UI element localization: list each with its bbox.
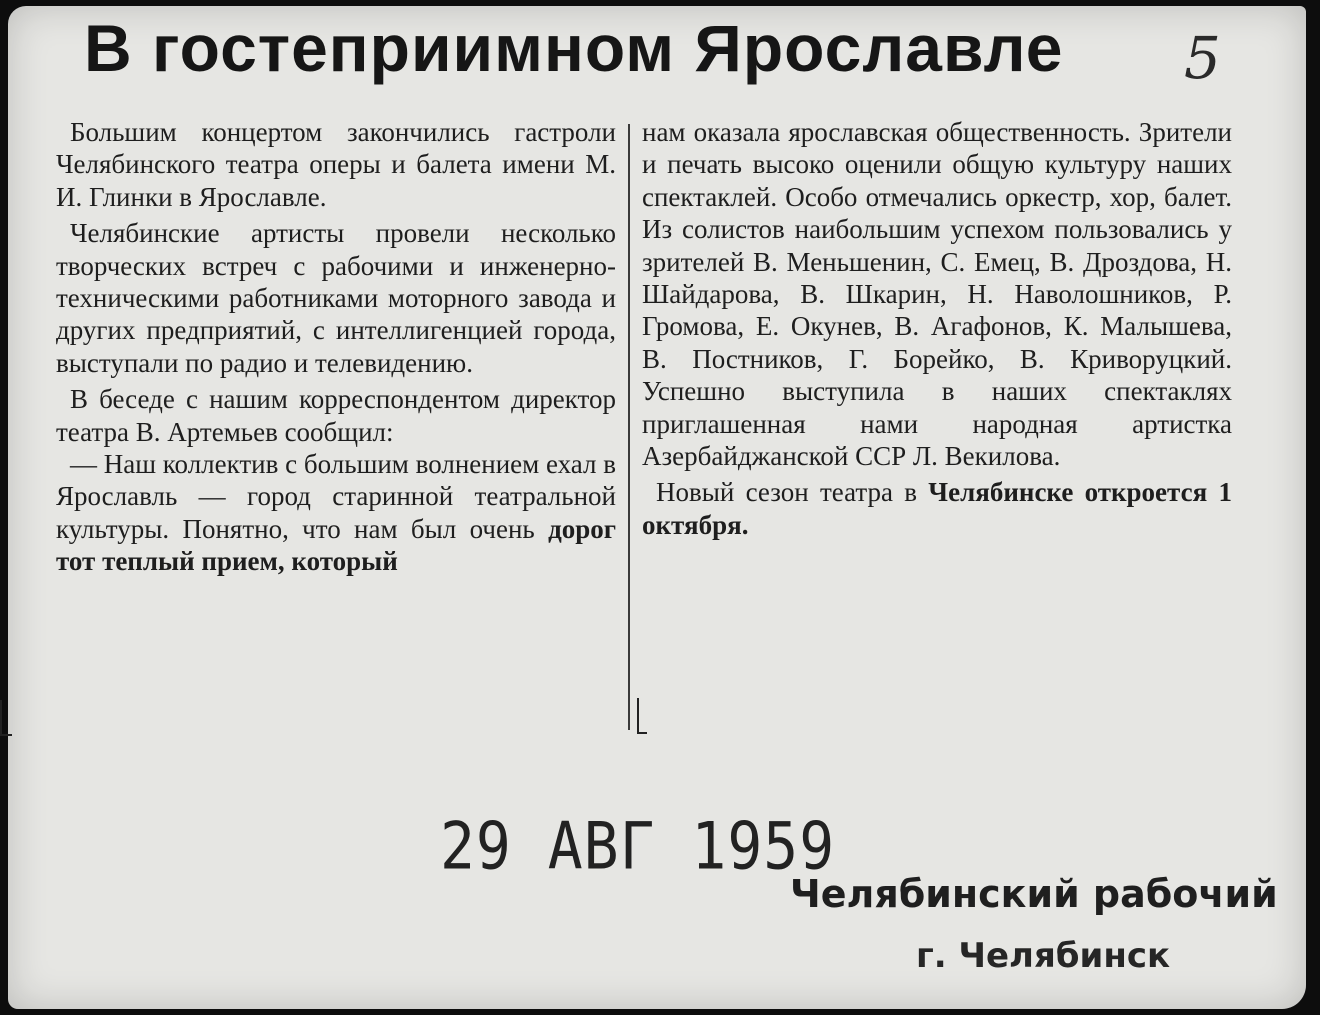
folio-mark: 5	[1184, 24, 1221, 92]
left-column	[56, 116, 616, 578]
paragraph-6-bold: Челябинске откроется 1 октября.	[642, 477, 1232, 540]
date-stamp: 29 АВГ 1959	[440, 807, 836, 885]
article-headline: В гостеприимном Ярославле	[84, 11, 1064, 85]
paragraph-5: нам оказала ярославская общественность. Зрители и печать высоко оценили общую культуру наших спектаклей. Особо отмечались оркестр, хор, балет. Из солистов наибольшим успехом пользовались у зрителей В. Меньшенин, С. Емец, В. Дроздова, Н. Шайдарова, В. Шкарин, Н. Наволошников, Р. Громова, Е. Окунев, В. Агафонов, К. Малышева, В. Постников, Г. Борейко, В. Криворуцкий. Успешно выступила в наших спектаклях приглашенная нами народная артистка Азербайджанской ССР Л. Векилова.	[642, 117, 1232, 472]
right-column	[642, 116, 1232, 541]
paragraph-4	[56, 448, 616, 578]
paragraph-4-text: — Наш коллектив с большим волнением ехал в Ярославль — город старинной театральной культуры. Понятно, что нам был очень	[56, 449, 616, 544]
clipping-mark-left	[0, 700, 12, 736]
paragraph-6-text: Новый сезон театра в	[656, 477, 929, 508]
paragraph-3: В беседе с нашим корреспондентом директор театра В. Артемьев сообщил:	[56, 384, 616, 447]
paragraph-1: Большим концертом закончились гастроли Челябинского театра оперы и балета имени М. И. Глинки в Ярославле.	[56, 117, 616, 212]
clipping-mark-right	[637, 698, 647, 734]
paragraph-2: Челябинские артисты провели несколько творческих встреч с рабочими и инженерно-техническими работниками моторного завода и других предприятий, с интеллигенцией города, выступали по радио и телевидению.	[56, 218, 616, 378]
column-divider	[628, 124, 630, 730]
city-stamp: г. Челябинск	[916, 936, 1171, 976]
paragraph-4-bold: дорог тот теплый прием, который	[56, 513, 617, 577]
paragraph-6	[642, 476, 1232, 541]
newspaper-name-stamp: Челябинский рабочий	[790, 872, 1278, 916]
